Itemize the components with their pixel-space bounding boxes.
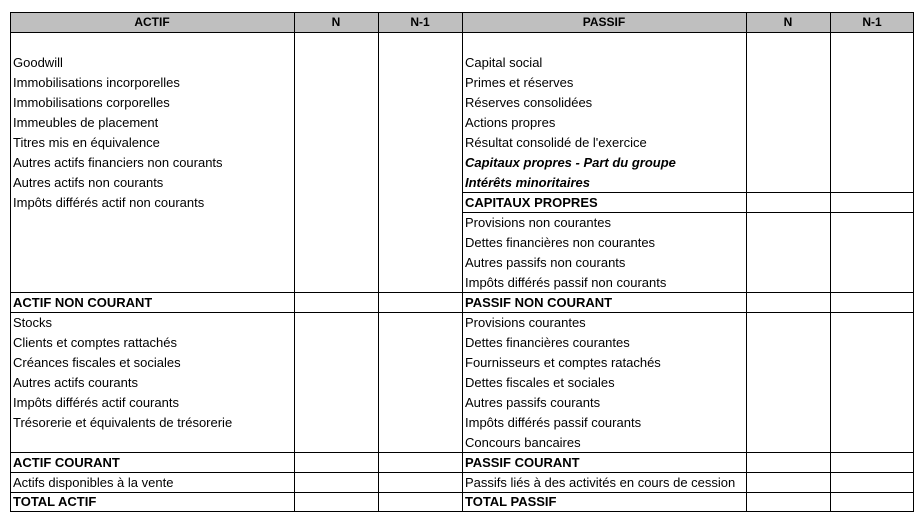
total-actif: TOTAL ACTIF [13, 494, 97, 509]
passif-item: Primes et réserves [465, 75, 574, 90]
header-n-passif: N [783, 15, 793, 29]
passif-item: Impôts différés passif courants [465, 415, 642, 430]
header-n-actif: N [331, 15, 341, 29]
passif-item: Fournisseurs et comptes ratachés [465, 355, 661, 370]
passif-item: Autres passifs courants [465, 395, 601, 410]
actif-item: Impôts différés actif non courants [13, 195, 205, 210]
passif-item: Provisions non courantes [465, 215, 611, 230]
actif-item: Goodwill [13, 55, 63, 70]
actif-item: Autres actifs non courants [13, 175, 164, 190]
balance-sheet-table [10, 12, 914, 512]
capitaux-propres-total: CAPITAUX PROPRES [465, 195, 598, 210]
total-passif: TOTAL PASSIF [465, 494, 557, 509]
passif-item: Résultat consolidé de l'exercice [465, 135, 647, 150]
passif-item: Actions propres [465, 115, 556, 130]
passif-item: Autres passifs non courants [465, 255, 626, 270]
actif-non-courant-total: ACTIF NON COURANT [13, 295, 153, 310]
passif-courant-total: PASSIF COURANT [465, 455, 580, 470]
actif-item: Titres mis en équivalence [13, 135, 160, 150]
header-actif: ACTIF [134, 15, 170, 29]
actif-item: Clients et comptes rattachés [13, 335, 178, 350]
actif-item: Créances fiscales et sociales [13, 355, 181, 370]
passif-item: Réserves consolidées [465, 95, 593, 110]
passif-non-courant-total: PASSIF NON COURANT [465, 295, 613, 310]
header-n1-passif: N-1 [862, 15, 882, 29]
passif-item: Dettes fiscales et sociales [465, 375, 615, 390]
passif-item: Impôts différés passif non courants [465, 275, 667, 290]
actif-item: Autres actifs courants [13, 375, 138, 390]
header-n1-actif: N-1 [410, 15, 430, 29]
passif-item: Concours bancaires [465, 435, 581, 450]
passif-item: Capital social [465, 55, 543, 70]
actif-held-for-sale: Actifs disponibles à la vente [13, 475, 174, 490]
header-passif: PASSIF [582, 15, 626, 29]
passif-item: Dettes financières courantes [465, 335, 630, 350]
actif-item: Stocks [13, 315, 53, 330]
passif-item: Dettes financières non courantes [465, 235, 656, 250]
minority-interests: Intérêts minoritaires [465, 175, 590, 190]
actif-item: Immobilisations incorporelles [13, 75, 180, 90]
actif-item: Impôts différés actif courants [13, 395, 179, 410]
actif-courant-total: ACTIF COURANT [13, 455, 120, 470]
passif-item: Provisions courantes [465, 315, 586, 330]
actif-item: Autres actifs financiers non courants [13, 155, 223, 170]
actif-item: Trésorerie et équivalents de trésorerie [13, 415, 233, 430]
passif-held-for-sale: Passifs liés à des activités en cours de cession [465, 475, 736, 490]
actif-item: Immobilisations corporelles [13, 95, 170, 110]
equity-group-share: Capitaux propres - Part du groupe [465, 155, 676, 170]
actif-item: Immeubles de placement [13, 115, 159, 130]
